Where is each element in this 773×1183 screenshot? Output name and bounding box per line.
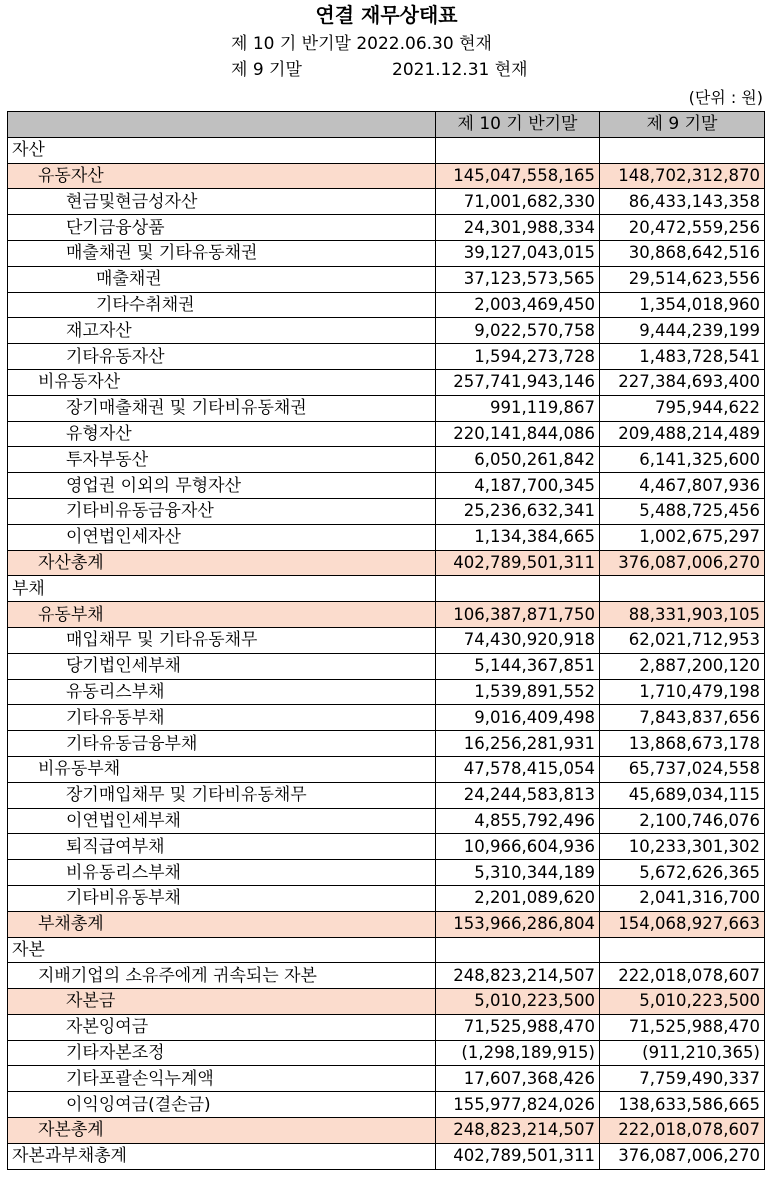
current-period-value: 17,607,368,426 [436,1066,600,1092]
current-period-value: 2,003,469,450 [436,292,600,318]
account-label: 당기법인세부채 [8,653,436,679]
table-row [8,163,765,189]
prior-period-value: 13,868,673,178 [600,731,765,757]
prior-period-value: 5,488,725,456 [600,498,765,524]
account-label: 기타유동금융부채 [8,731,436,757]
table-row [8,937,765,963]
prior-period-value: 1,354,018,960 [600,292,765,318]
account-label: 매출채권 및 기타유동채권 [8,240,436,266]
current-period-value: 153,966,286,804 [436,911,600,937]
account-label: 유형자산 [8,421,436,447]
table-row [8,834,765,860]
current-period-value [436,937,600,963]
table-row [8,215,765,241]
current-period-value: 220,141,844,086 [436,421,600,447]
account-label: 비유동부채 [8,756,436,782]
table-row [8,911,765,937]
current-period-value: 991,119,867 [436,395,600,421]
account-label: 자산 [8,137,436,163]
account-label: 이연법인세자산 [8,524,436,550]
prior-period-value: 209,488,214,489 [600,421,765,447]
prior-period-value: 148,702,312,870 [600,163,765,189]
table-header-row [8,112,765,138]
current-period-value: 1,594,273,728 [436,344,600,370]
table-row [8,782,765,808]
current-period-value: 10,966,604,936 [436,834,600,860]
current-period-value: 16,256,281,931 [436,731,600,757]
prior-period-value: 138,633,586,665 [600,1092,765,1118]
current-period-value: 74,430,920,918 [436,627,600,653]
account-label: 재고자산 [8,318,436,344]
prior-period-value: 7,759,490,337 [600,1066,765,1092]
account-label: 자산총계 [8,550,436,576]
account-label: 지배기업의 소유주에게 귀속되는 자본 [8,963,436,989]
statement-title: 연결 재무상태표 [315,3,458,27]
account-label: 장기매출채권 및 기타비유동채권 [8,395,436,421]
table-row [8,369,765,395]
table-row [8,627,765,653]
account-label: 이연법인세부채 [8,808,436,834]
table-row [8,137,765,163]
current-period-value: 6,050,261,842 [436,447,600,473]
prior-period-value: 65,737,024,558 [600,756,765,782]
prior-period-value: 376,087,006,270 [600,550,765,576]
prior-period-value: 376,087,006,270 [600,1143,765,1169]
account-label: 부채 [8,576,436,602]
current-period-value: 5,144,367,851 [436,653,600,679]
current-period-value: 402,789,501,311 [436,1143,600,1169]
prior-period-label: 제 9 기말 [231,60,302,80]
table-row [8,550,765,576]
table-row [8,860,765,886]
current-period-value [436,576,600,602]
account-label: 퇴직급여부채 [8,834,436,860]
prior-period-value: 30,868,642,516 [600,240,765,266]
prior-period-value: 7,843,837,656 [600,705,765,731]
current-period-value: 71,001,682,330 [436,189,600,215]
header-current-period: 제 10 기 반기말 [436,112,600,138]
balance-sheet-table [7,111,765,1170]
account-label: 투자부동산 [8,447,436,473]
current-period-value: 24,244,583,813 [436,782,600,808]
current-period-value: 145,047,558,165 [436,163,600,189]
current-period-value: 1,134,384,665 [436,524,600,550]
prior-period-value: 71,525,988,470 [600,1014,765,1040]
prior-period-value: 795,944,622 [600,395,765,421]
account-label: 기타수취채권 [8,292,436,318]
prior-period-value [600,937,765,963]
table-row [8,731,765,757]
table-row [8,318,765,344]
current-period-value: 5,010,223,500 [436,989,600,1015]
current-period-value: 25,236,632,341 [436,498,600,524]
prior-period-value: 20,472,559,256 [600,215,765,241]
table-row [8,756,765,782]
account-label: 기타비유동부채 [8,885,436,911]
account-label: 매출채권 [8,266,436,292]
prior-period-value: 29,514,623,556 [600,266,765,292]
table-row [8,473,765,499]
account-label: 유동자산 [8,163,436,189]
account-label: 단기금융상품 [8,215,436,241]
account-label: 기타유동자산 [8,344,436,370]
table-row [8,576,765,602]
current-period-value: 9,016,409,498 [436,705,600,731]
prior-period-value: 227,384,693,400 [600,369,765,395]
account-label: 자본금 [8,989,436,1015]
prior-period-value: 10,233,301,302 [600,834,765,860]
prior-period-value [600,576,765,602]
current-period-value: (1,298,189,915) [436,1040,600,1066]
table-row [8,1040,765,1066]
prior-period-value: 5,672,626,365 [600,860,765,886]
account-label: 비유동자산 [8,369,436,395]
account-label: 자본총계 [8,1118,436,1144]
prior-period-value: 2,100,746,076 [600,808,765,834]
table-row [8,1092,765,1118]
table-row [8,292,765,318]
prior-period-value [600,137,765,163]
current-period-value: 402,789,501,311 [436,550,600,576]
prior-period-value: 86,433,143,358 [600,189,765,215]
prior-period-value: 1,710,479,198 [600,679,765,705]
table-row [8,447,765,473]
current-period-value: 248,823,214,507 [436,1118,600,1144]
table-row [8,679,765,705]
current-period-value: 106,387,871,750 [436,602,600,628]
table-row [8,1014,765,1040]
prior-period-value: 1,002,675,297 [600,524,765,550]
table-row [8,653,765,679]
account-label: 현금및현금성자산 [8,189,436,215]
prior-period-value: 9,444,239,199 [600,318,765,344]
current-period-value: 5,310,344,189 [436,860,600,886]
header-account [8,112,436,138]
table-row [8,705,765,731]
current-period-value: 257,741,943,146 [436,369,600,395]
current-period-value: 47,578,415,054 [436,756,600,782]
prior-period-value: 62,021,712,953 [600,627,765,653]
account-label: 기타포괄손익누계액 [8,1066,436,1092]
table-row [8,266,765,292]
table-row [8,989,765,1015]
prior-period-date: 2021.12.31 현재 [392,60,528,80]
table-row [8,808,765,834]
current-period-value: 1,539,891,552 [436,679,600,705]
current-period-value: 2,201,089,620 [436,885,600,911]
table-row [8,240,765,266]
account-label: 매입채무 및 기타유동채무 [8,627,436,653]
account-label: 자본 [8,937,436,963]
current-period-value: 9,022,570,758 [436,318,600,344]
current-period-value: 37,123,573,565 [436,266,600,292]
account-label: 이익잉여금(결손금) [8,1092,436,1118]
table-row [8,602,765,628]
table-row [8,1143,765,1169]
current-period-value: 39,127,043,015 [436,240,600,266]
account-label: 자본잉여금 [8,1014,436,1040]
header-prior-period: 제 9 기말 [600,112,765,138]
prior-period-value: 1,483,728,541 [600,344,765,370]
table-row [8,498,765,524]
prior-period-value: 222,018,078,607 [600,963,765,989]
prior-period-value: 222,018,078,607 [600,1118,765,1144]
prior-period-value: 6,141,325,600 [600,447,765,473]
prior-period-value: 45,689,034,115 [600,782,765,808]
account-label: 부채총계 [8,911,436,937]
account-label: 기타자본조정 [8,1040,436,1066]
current-period-value: 71,525,988,470 [436,1014,600,1040]
prior-period-value: 2,041,316,700 [600,885,765,911]
unit-label: (단위 : 원) [688,88,763,107]
table-row [8,963,765,989]
prior-period-value: 154,068,927,663 [600,911,765,937]
current-period: 제 10 기 반기말 2022.06.30 현재 [231,34,492,54]
account-label: 기타비유동금융자산 [8,498,436,524]
prior-period-value: 4,467,807,936 [600,473,765,499]
account-label: 영업권 이외의 무형자산 [8,473,436,499]
current-period-value [436,137,600,163]
current-period-value: 4,187,700,345 [436,473,600,499]
table-row [8,421,765,447]
current-period-value: 248,823,214,507 [436,963,600,989]
table-row [8,344,765,370]
account-label: 비유동리스부채 [8,860,436,886]
account-label: 기타유동부채 [8,705,436,731]
account-label: 유동부채 [8,602,436,628]
account-label: 장기매입채무 및 기타비유동채무 [8,782,436,808]
table-row [8,1118,765,1144]
current-period-value: 155,977,824,026 [436,1092,600,1118]
account-label: 자본과부채총계 [8,1143,436,1169]
table-row [8,189,765,215]
table-row [8,395,765,421]
current-period-value: 4,855,792,496 [436,808,600,834]
account-label: 유동리스부채 [8,679,436,705]
prior-period-value: 5,010,223,500 [600,989,765,1015]
table-row [8,1066,765,1092]
prior-period-value: 2,887,200,120 [600,653,765,679]
prior-period-value: 88,331,903,105 [600,602,765,628]
table-row [8,524,765,550]
current-period-value: 24,301,988,334 [436,215,600,241]
prior-period-value: (911,210,365) [600,1040,765,1066]
table-row [8,885,765,911]
